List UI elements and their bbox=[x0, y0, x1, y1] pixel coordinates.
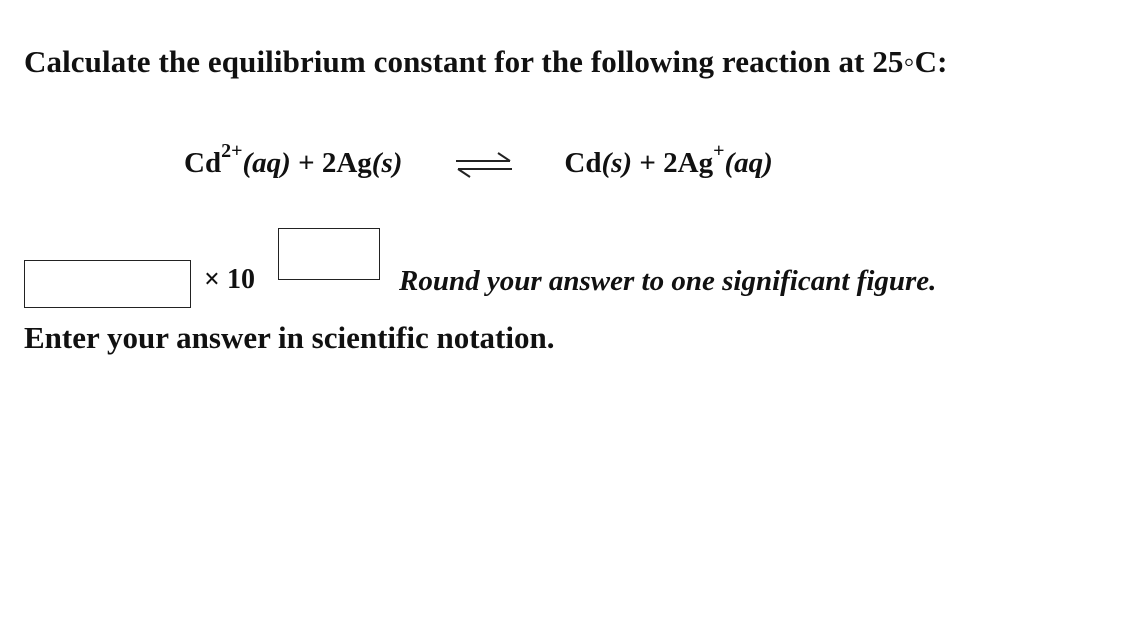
reactant-cadmium-ion bbox=[184, 139, 291, 180]
reaction-equation bbox=[184, 138, 773, 188]
product-cadmium bbox=[564, 147, 632, 180]
product2-state: (aq) bbox=[724, 146, 773, 179]
reactant2-state: (s) bbox=[371, 146, 403, 179]
answer-row bbox=[24, 228, 1124, 318]
plus-sign: + bbox=[290, 146, 322, 179]
reactant-silver bbox=[322, 147, 403, 180]
equilibrium-arrows-icon bbox=[454, 151, 514, 179]
exponent-input[interactable] bbox=[278, 228, 380, 280]
reactant1-formula: Cd bbox=[184, 146, 222, 179]
product1-formula: Cd bbox=[564, 146, 602, 179]
product1-state: (s) bbox=[601, 146, 633, 179]
reactant1-state: (aq) bbox=[242, 146, 291, 179]
mantissa-input[interactable] bbox=[24, 260, 191, 308]
instruction-text: Enter your answer in scientific notation. bbox=[24, 320, 555, 355]
reactant1-charge: 2+ bbox=[221, 139, 243, 162]
product2-formula: 2Ag bbox=[663, 146, 714, 179]
product-silver-ion bbox=[663, 139, 773, 180]
plus-sign: + bbox=[632, 146, 664, 179]
question-text: Calculate the equilibrium constant for the following reaction at 25◦C: bbox=[24, 44, 948, 79]
reactant2-formula: 2Ag bbox=[321, 146, 372, 179]
product2-charge: + bbox=[713, 139, 725, 162]
rounding-hint: Round your answer to one significant figure. bbox=[399, 265, 937, 297]
times-ten-label: × 10 bbox=[204, 264, 255, 295]
